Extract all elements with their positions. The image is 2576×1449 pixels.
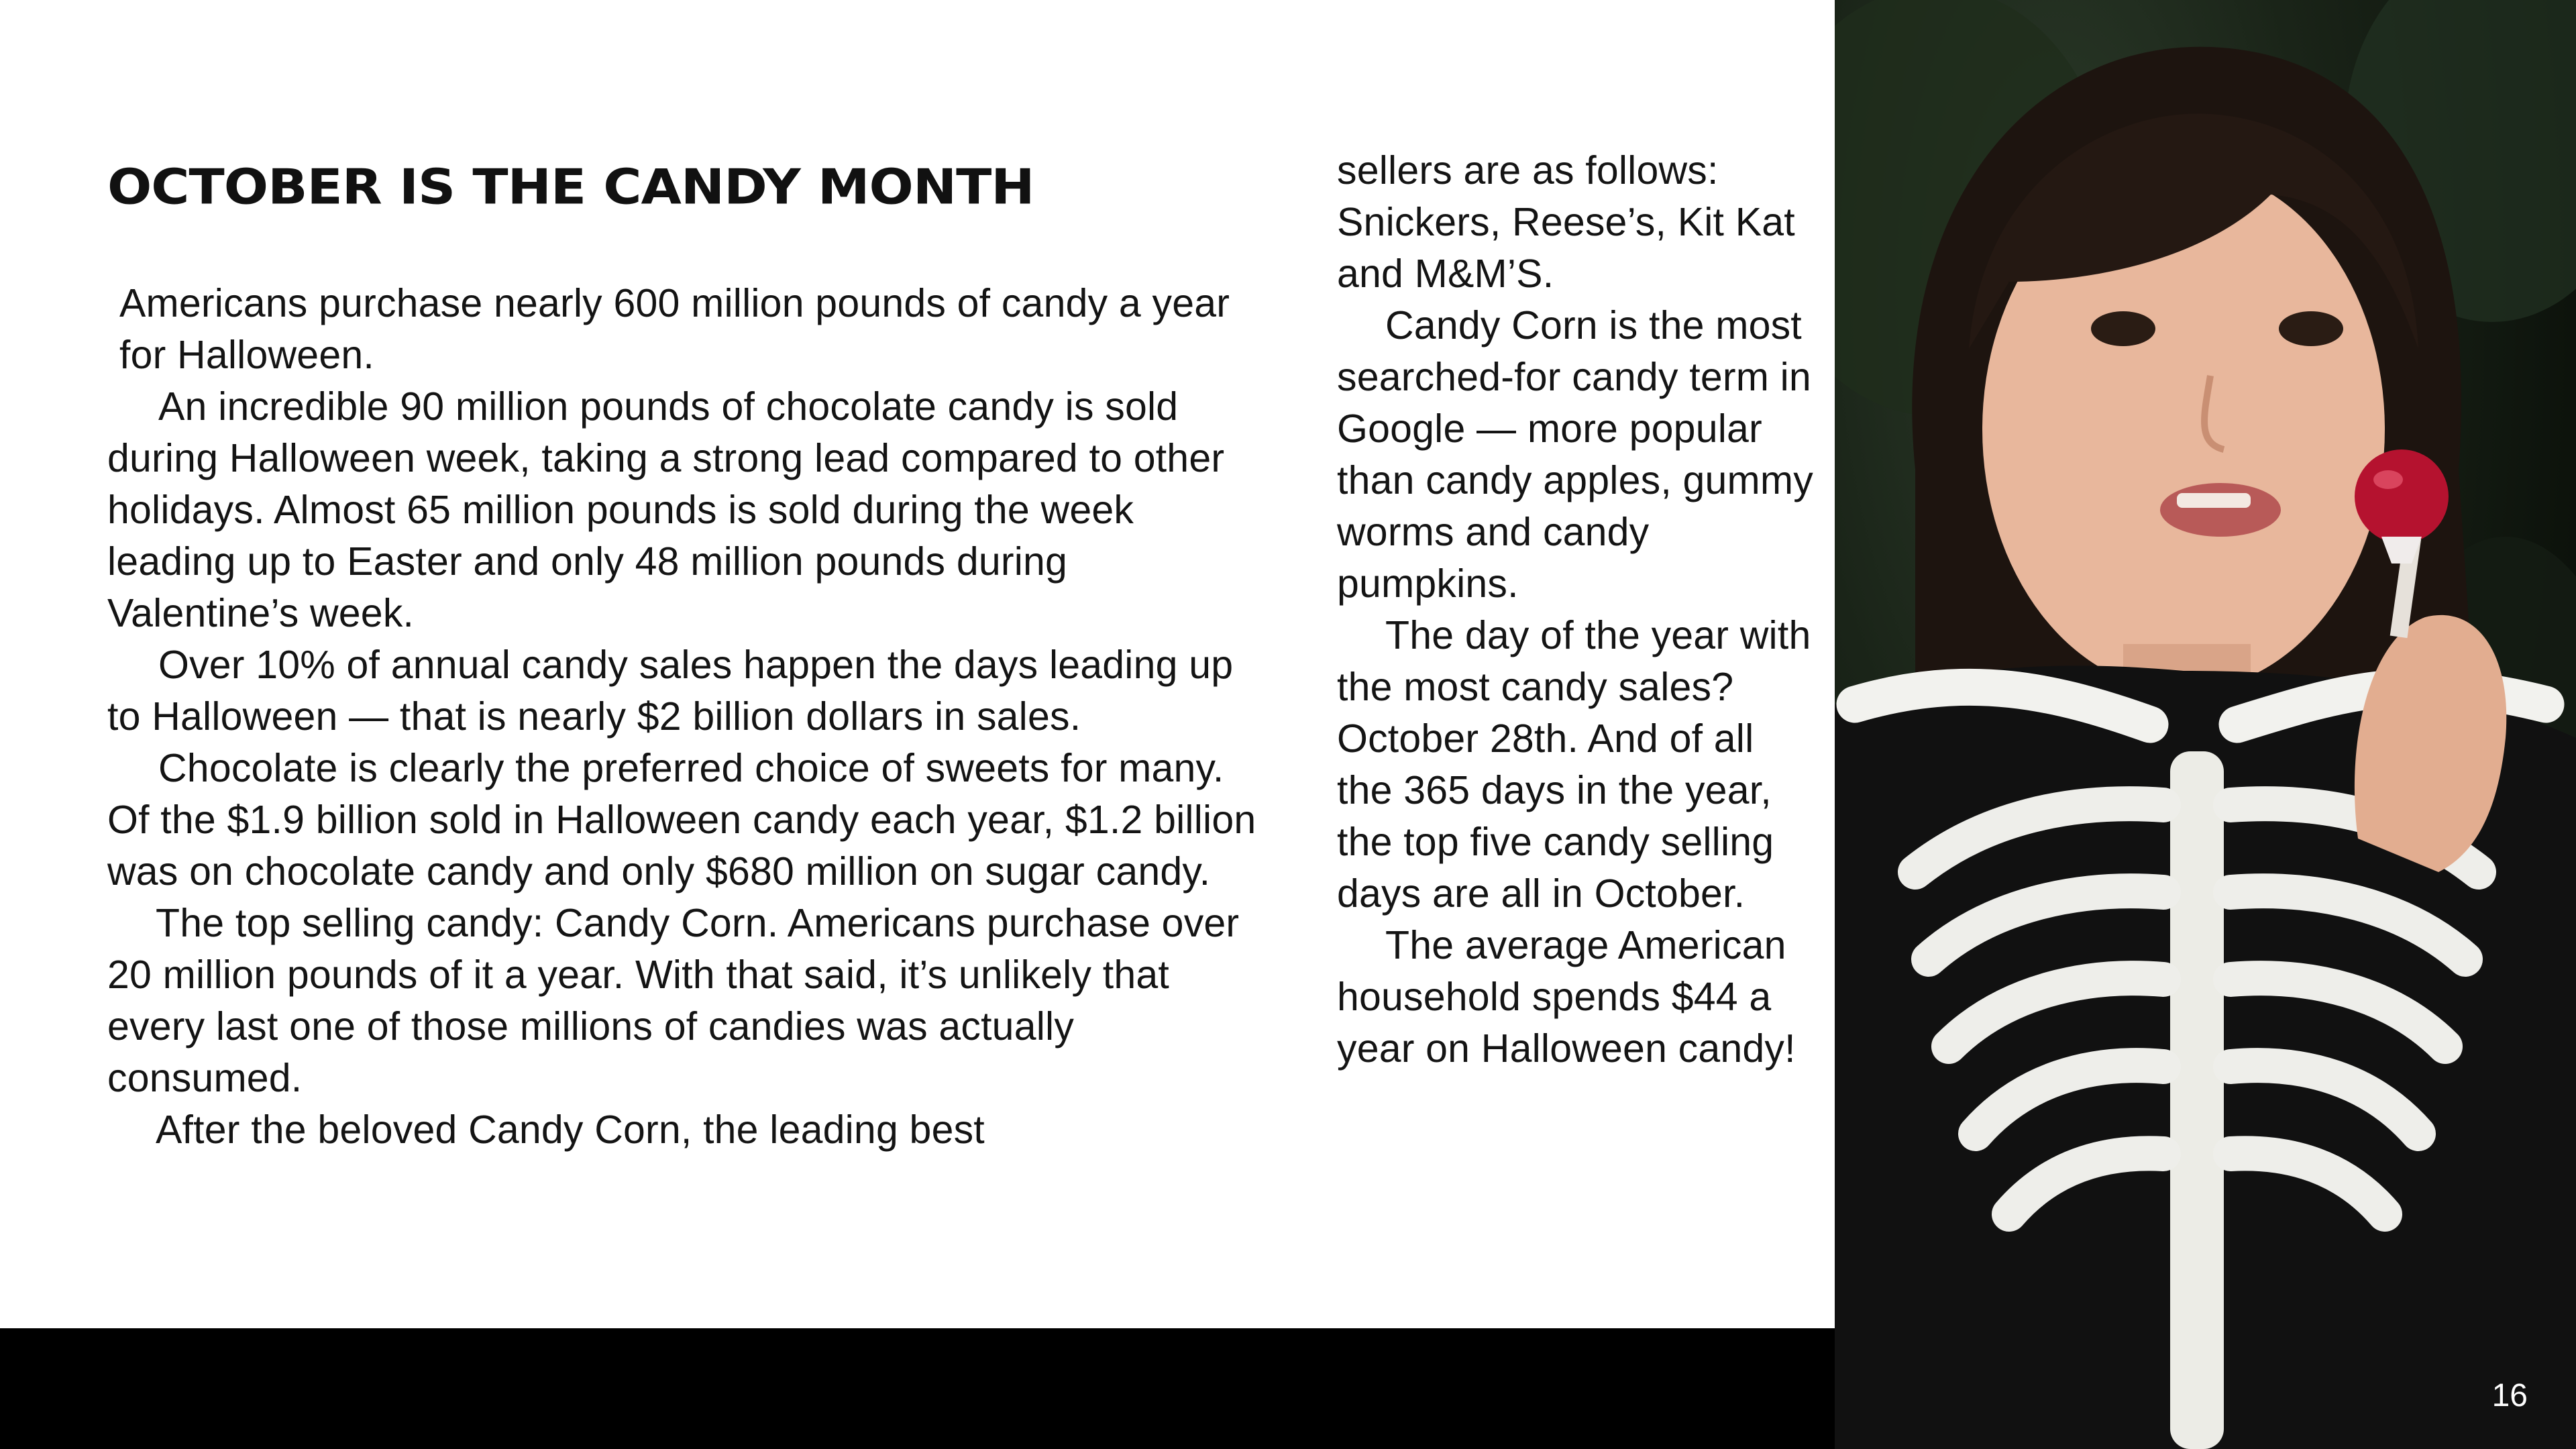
page-title: OCTOBER IS THE CANDY MONTH bbox=[107, 160, 1034, 215]
paragraph: The day of the year with the most candy sales? October 28th. And of all the 365 days in the year, the top five candy selling days are all in October. bbox=[1337, 613, 1811, 916]
left-text-column bbox=[107, 278, 1261, 1156]
paragraph: Americans purchase nearly 600 million pounds of candy a year for Halloween. bbox=[119, 281, 1230, 377]
lollipop-icon bbox=[2355, 449, 2449, 543]
paragraph: Chocolate is clearly the preferred choice of sweets for many. Of the $1.9 billion sold in Halloween candy each year, $1.2 billion was on chocolate candy and only $680 million on sugar candy. bbox=[107, 746, 1256, 894]
paragraph: An incredible 90 million pounds of chocolate candy is sold during Halloween week, taking a strong lead compared to other holidays. Almost 65 million pounds is sold during the week leading up to Easter and only 48 million pounds during Valentine’s week. bbox=[107, 384, 1225, 635]
paragraph: sellers are as follows: Snickers, Reese’s, Kit Kat and M&M’S. bbox=[1337, 148, 1795, 296]
footer-bar bbox=[0, 1328, 1835, 1449]
paragraph: Over 10% of annual candy sales happen the days leading up to Halloween — that is nearly $2 billion dollars in sales. bbox=[107, 643, 1234, 739]
paragraph: After the beloved Candy Corn, the leading best bbox=[156, 1108, 985, 1152]
child-skeleton-costume-photo bbox=[1835, 0, 2576, 1449]
paragraph: The average American household spends $44 a year on Halloween candy! bbox=[1337, 923, 1796, 1071]
paragraph: Candy Corn is the most searched-for candy term in Google — more popular than candy apples, gummy worms and candy pumpkins. bbox=[1337, 303, 1813, 606]
right-text-column bbox=[1337, 145, 1820, 1075]
photo-illustration bbox=[1835, 0, 2576, 1449]
paragraph: The top selling candy: Candy Corn. Americans purchase over 20 million pounds of it a year. With that said, it’s unlikely that every last one of those millions of candies was actually consumed. bbox=[107, 901, 1240, 1100]
page-number: 16 bbox=[2491, 1378, 2528, 1413]
